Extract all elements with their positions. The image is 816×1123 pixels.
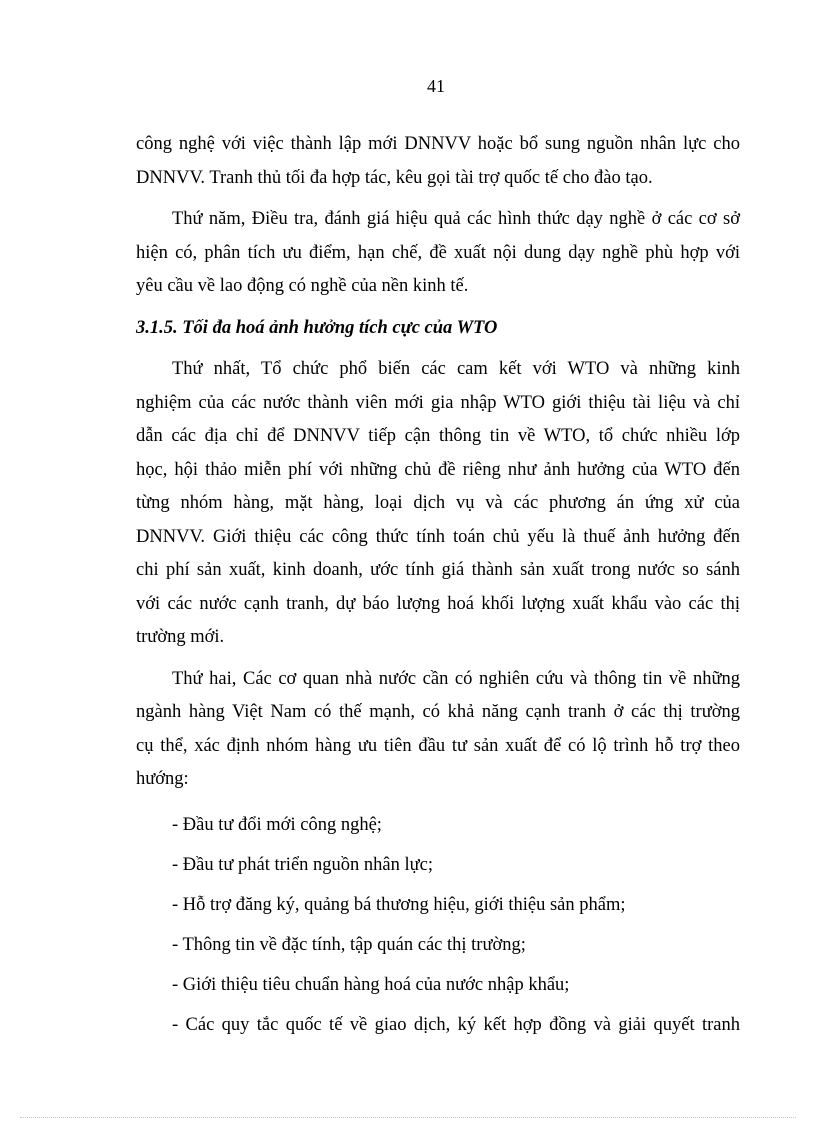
paragraph-line: Thứ năm, Điều tra, đánh giá hiệu quả các hình thức dạy nghề ở các cơ sở — [172, 209, 740, 229]
list-item: - Đầu tư đổi mới công nghệ; — [172, 814, 382, 835]
paragraph-line: học, hội thảo miễn phí với những chủ đề riêng như ảnh hưởng của WTO đến — [136, 459, 740, 480]
paragraph-line: hiện có, phân tích ưu điểm, hạn chế, đề xuất nội dung dạy nghề phù hợp với — [136, 242, 740, 263]
paragraph-line: công nghệ với việc thành lập mới DNNVV hoặc bổ sung nguồn nhân lực cho — [136, 134, 740, 154]
paragraph-thu-nhat — [136, 353, 740, 655]
paragraph-line: yêu cầu về lao động có nghề của nền kinh tế. — [136, 276, 469, 296]
paragraph-line: Thứ nhất, Tổ chức phổ biến các cam kết với WTO và những kinh — [172, 359, 740, 379]
list-item: - Hỗ trợ đăng ký, quảng bá thương hiệu, giới thiệu sản phẩm; — [172, 894, 626, 915]
bullet-list — [136, 805, 740, 1045]
list-item: - Các quy tắc quốc tế về giao dịch, ký kết hợp đồng và giải quyết tranh — [172, 1014, 740, 1035]
paragraph-line: DNNVV. Tranh thủ tối đa hợp tác, kêu gọi tài trợ quốc tế cho đào tạo. — [136, 167, 653, 188]
paragraph-thu-nam — [136, 203, 740, 304]
paragraph-thu-hai — [136, 663, 740, 797]
paragraph-line: DNNVV. Giới thiệu các công thức tính toán chủ yếu là thuế ảnh hưởng đến — [136, 526, 740, 547]
paragraph-line: chi phí sản xuất, kinh doanh, ước tính giá thành sản xuất trong nước so sánh — [136, 560, 740, 580]
section-heading: 3.1.5. Tối đa hoá ảnh hưởng tích cực của WTO — [136, 317, 498, 338]
page-bottom-rule — [20, 1117, 796, 1118]
paragraph-line: với các nước cạnh tranh, dự báo lượng hoá khối lượng xuất khẩu vào các thị — [136, 593, 740, 614]
paragraph-line: hướng: — [136, 769, 189, 789]
paragraph-line: Thứ hai, Các cơ quan nhà nước cần có nghiên cứu và thông tin về những — [172, 668, 740, 689]
page-number: 41 — [427, 76, 445, 96]
paragraph-line: từng nhóm hàng, mặt hàng, loại dịch vụ và các phương án ứng xử của — [136, 493, 740, 513]
paragraph-line: trường mới. — [136, 627, 225, 647]
document-body — [136, 128, 740, 1045]
paragraph-line: ngành hàng Việt Nam có thế mạnh, có khả năng cạnh tranh ở các thị trường — [136, 702, 740, 722]
list-item: - Thông tin về đặc tính, tập quán các thị trường; — [172, 934, 526, 955]
paragraph-continuation — [136, 128, 740, 195]
list-item: - Đầu tư phát triển nguồn nhân lực; — [172, 854, 434, 875]
paragraph-line: cụ thể, xác định nhóm hàng ưu tiên đầu tư sản xuất để có lộ trình hỗ trợ theo — [136, 735, 740, 756]
paragraph-line: nghiệm của các nước thành viên mới gia nhập WTO giới thiệu tài liệu và chỉ — [136, 392, 740, 413]
list-item: - Giới thiệu tiêu chuẩn hàng hoá của nước nhập khẩu; — [172, 974, 570, 995]
paragraph-line: dẫn các địa chỉ để DNNVV tiếp cận thông tin về WTO, tổ chức nhiều lớp — [136, 426, 740, 446]
